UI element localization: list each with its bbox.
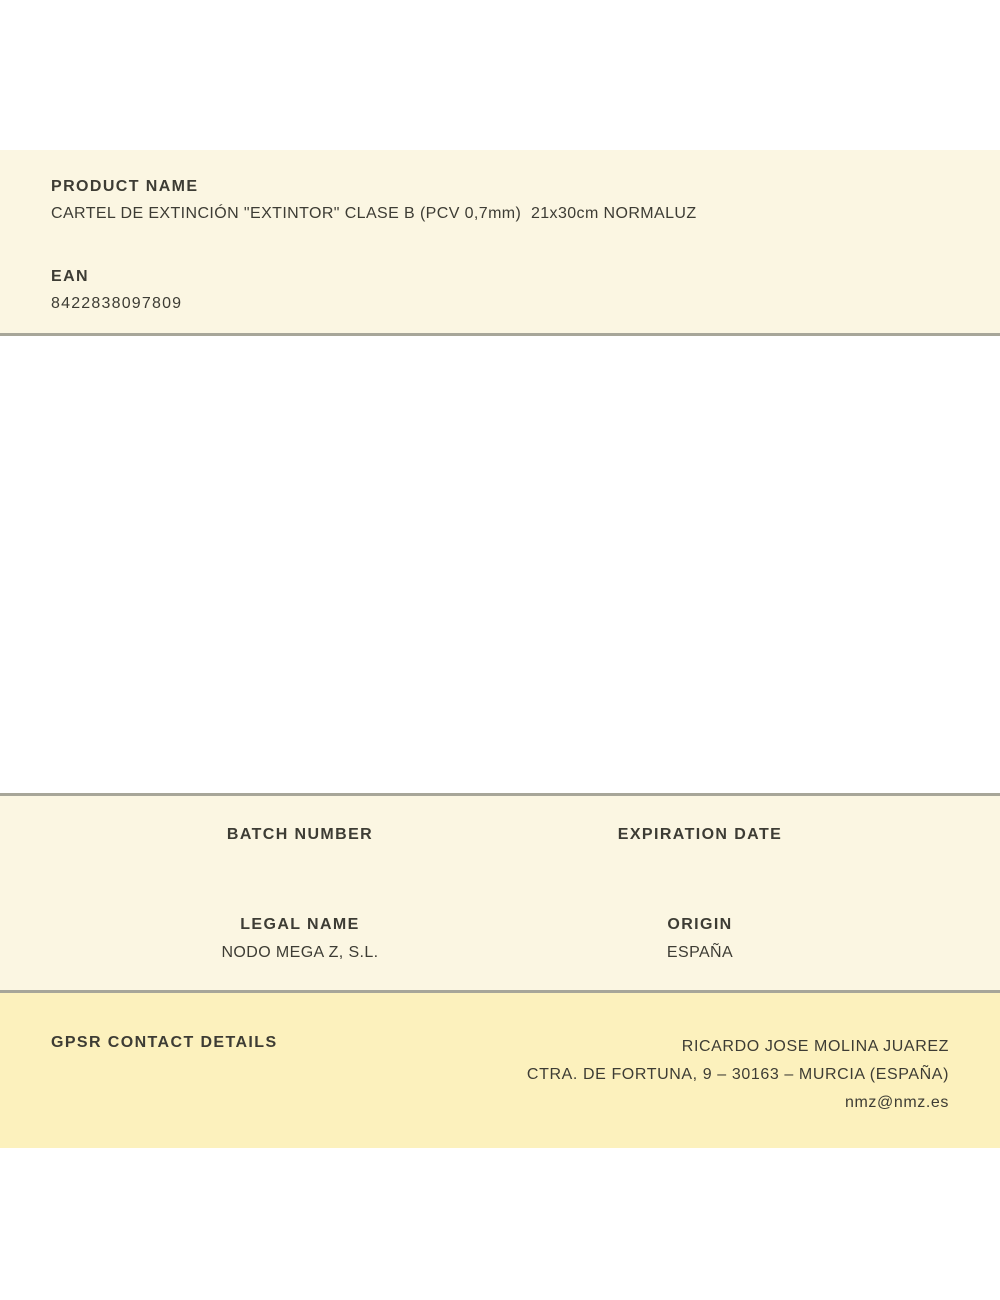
batch-legal-column-right bbox=[500, 826, 900, 990]
batch-number-label: BATCH NUMBER bbox=[226, 826, 374, 843]
expiration-date-label: EXPIRATION DATE bbox=[617, 826, 783, 843]
gpsr-contact-section bbox=[0, 990, 1000, 1148]
product-name-field bbox=[51, 177, 949, 223]
ean-label: EAN bbox=[51, 268, 89, 285]
top-whitespace bbox=[0, 0, 1000, 150]
legal-name-label: LEGAL NAME bbox=[240, 916, 360, 933]
gpsr-contact-name: RICARDO JOSE MOLINA JUAREZ bbox=[681, 1038, 949, 1055]
middle-whitespace bbox=[0, 336, 1000, 793]
product-name-label: PRODUCT NAME bbox=[51, 178, 199, 195]
gpsr-contact-address: CTRA. DE FORTUNA, 9 – 30163 – MURCIA (ESPAÑA) bbox=[526, 1066, 949, 1083]
ean-field bbox=[51, 267, 949, 313]
product-info-section bbox=[0, 150, 1000, 336]
origin-label: ORIGIN bbox=[667, 916, 733, 933]
origin-value: ESPAÑA bbox=[666, 944, 734, 961]
product-name-value: CARTEL DE EXTINCIÓN "EXTINTOR" CLASE B (PCV 0,7mm) 21x30cm NORMALUZ bbox=[51, 205, 697, 222]
gpsr-contact-block bbox=[527, 1033, 949, 1117]
gpsr-contact-email: nmz@nmz.es bbox=[844, 1094, 949, 1111]
gpsr-contact-label: GPSR CONTACT DETAILS bbox=[51, 1034, 278, 1051]
batch-legal-section bbox=[0, 793, 1000, 990]
ean-value: 8422838097809 bbox=[51, 295, 183, 312]
batch-legal-column-left bbox=[100, 826, 500, 990]
legal-name-value: NODO MEGA Z, S.L. bbox=[221, 944, 379, 961]
